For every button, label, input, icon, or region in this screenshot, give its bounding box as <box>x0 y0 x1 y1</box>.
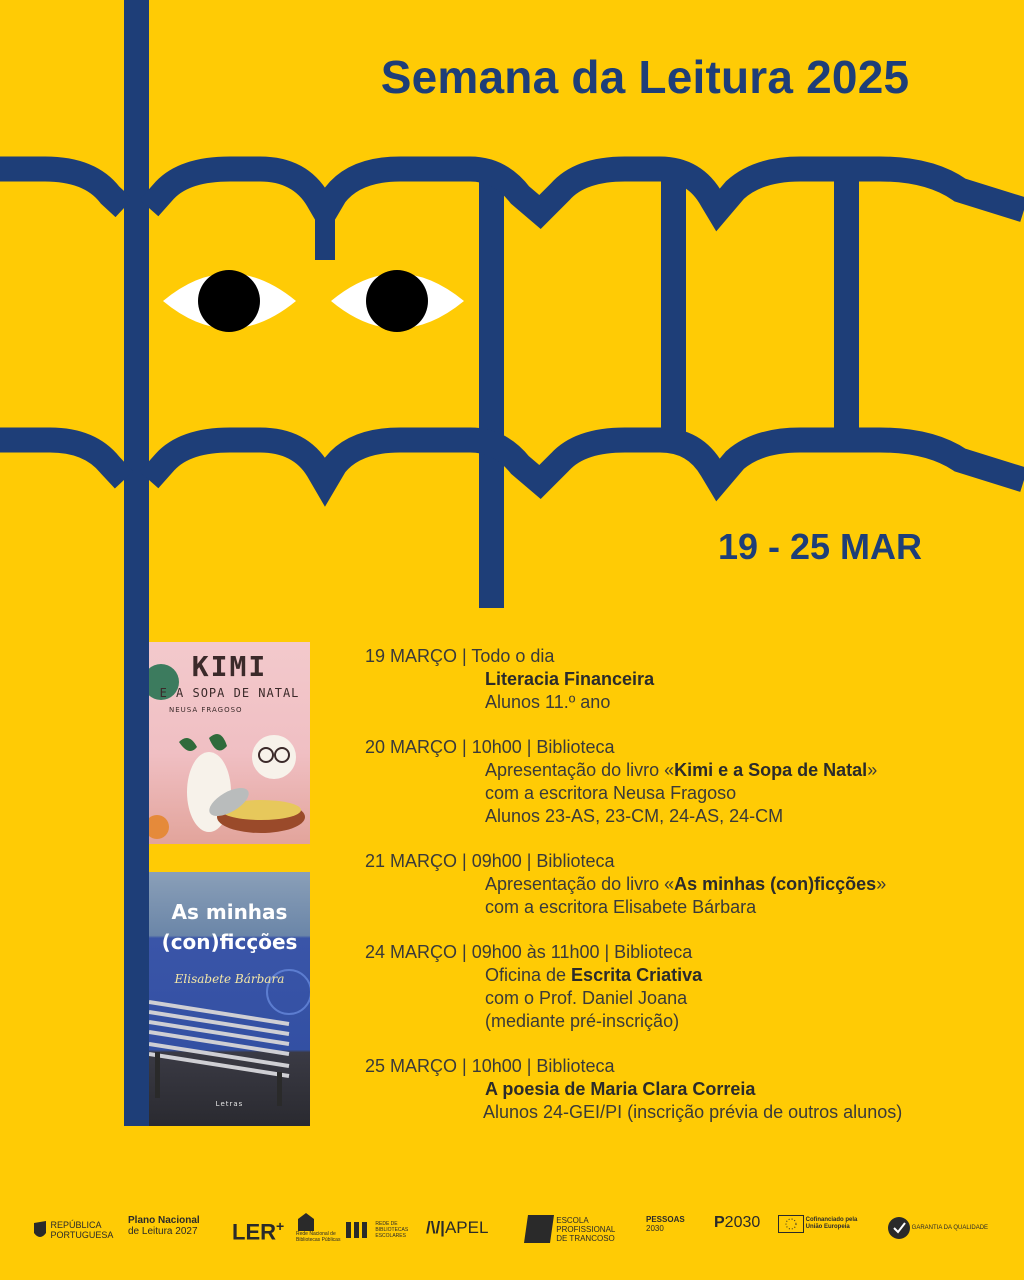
vertical-bar-1 <box>315 200 335 260</box>
event-detail: Alunos 24-GEI/PI (inscrição prévia de outros alunos) <box>483 1102 903 1122</box>
logo-rnbp: Rede Nacional de Bibliotecas Públicas <box>296 1213 340 1243</box>
date-range: 19 - 25 MAR <box>717 526 923 567</box>
logo-pessoas-2030: PESSOAS 2030 <box>646 1215 685 1233</box>
logo-portugal-2030: P2030 <box>714 1214 761 1231</box>
logo-apel: /\/|APEL <box>426 1218 489 1237</box>
vertical-bar-2 <box>661 180 686 450</box>
event-title-line: Apresentação do livro «Kimi e a Sopa de Natal» <box>485 760 878 780</box>
event-head: 24 MARÇO | 09h00 às 11h00 | Biblioteca <box>365 942 693 962</box>
eye-icon <box>163 270 296 332</box>
event-detail: (mediante pré-inscrição) <box>485 1011 680 1031</box>
book-cover-minhas-conficcoes <box>149 872 310 1126</box>
kimi-cover-author: NEUSA FRAGOSO <box>169 706 243 714</box>
event-title: A poesia de Maria Clara Correia <box>485 1079 756 1099</box>
vertical-bar-3 <box>834 180 859 450</box>
logo-eu: Cofinanciado pela União Europeia <box>778 1215 857 1233</box>
event-head: 19 MARÇO | Todo o dia <box>365 646 555 666</box>
event-item <box>365 850 995 919</box>
event-title: Literacia Financeira <box>485 669 655 689</box>
event-detail: Alunos 11.º ano <box>485 692 611 712</box>
partner-logos <box>0 1205 1024 1255</box>
event-detail: com a escritora Neusa Fragoso <box>485 783 737 803</box>
book-line-bottom <box>0 440 1024 482</box>
logo-rbe: REDE DE BIBLIOTECAS ESCOLARES <box>346 1221 408 1239</box>
logo-garantia-qualidade: GARANTIA DA QUALIDADE <box>888 1217 988 1239</box>
event-item <box>365 941 995 1033</box>
event-head: 25 MARÇO | 10h00 | Biblioteca <box>365 1056 615 1076</box>
page-title: Semana da Leitura 2025 <box>380 51 910 103</box>
event-item <box>365 1055 995 1124</box>
minhas-cover-author: Elisabete Bárbara <box>174 972 285 986</box>
logo-republica-portuguesa: REPÚBLICA PORTUGUESA <box>32 1219 113 1241</box>
minhas-cover-publisher: Letras <box>215 1100 244 1108</box>
eye-icon <box>331 270 464 332</box>
event-program <box>365 645 995 1146</box>
vertical-bar-mid <box>479 170 504 608</box>
minhas-cover-title-line1: As minhas <box>171 900 288 924</box>
event-detail: com a escritora Elisabete Bárbara <box>485 897 757 917</box>
event-detail: com o Prof. Daniel Joana <box>485 988 688 1008</box>
event-detail: Alunos 23-AS, 23-CM, 24-AS, 24-CM <box>485 806 784 826</box>
minhas-cover-title-line2: (con)ficções <box>161 930 298 954</box>
event-item <box>365 645 995 714</box>
vertical-bar-left <box>124 0 149 1126</box>
event-title-line: Oficina de Escrita Criativa <box>485 965 703 985</box>
event-item <box>365 736 995 828</box>
kimi-cover-subtitle: E A SOPA DE NATAL <box>159 686 300 700</box>
logo-plano-nacional-leitura: Plano Nacional de Leitura 2027 <box>128 1215 200 1237</box>
kimi-cover-title: KIMI <box>191 650 268 683</box>
event-head: 21 MARÇO | 09h00 | Biblioteca <box>365 851 615 871</box>
event-head: 20 MARÇO | 10h00 | Biblioteca <box>365 737 615 757</box>
event-title-line: Apresentação do livro «As minhas (con)ficções» <box>485 874 887 894</box>
logo-ler: LER+ <box>232 1218 285 1245</box>
logo-escola-profissional-trancoso: ESCOLA PROFISSIONAL DE TRANCOSO <box>524 1215 615 1243</box>
book-cover-kimi <box>149 642 310 844</box>
book-line-top <box>0 169 1024 212</box>
